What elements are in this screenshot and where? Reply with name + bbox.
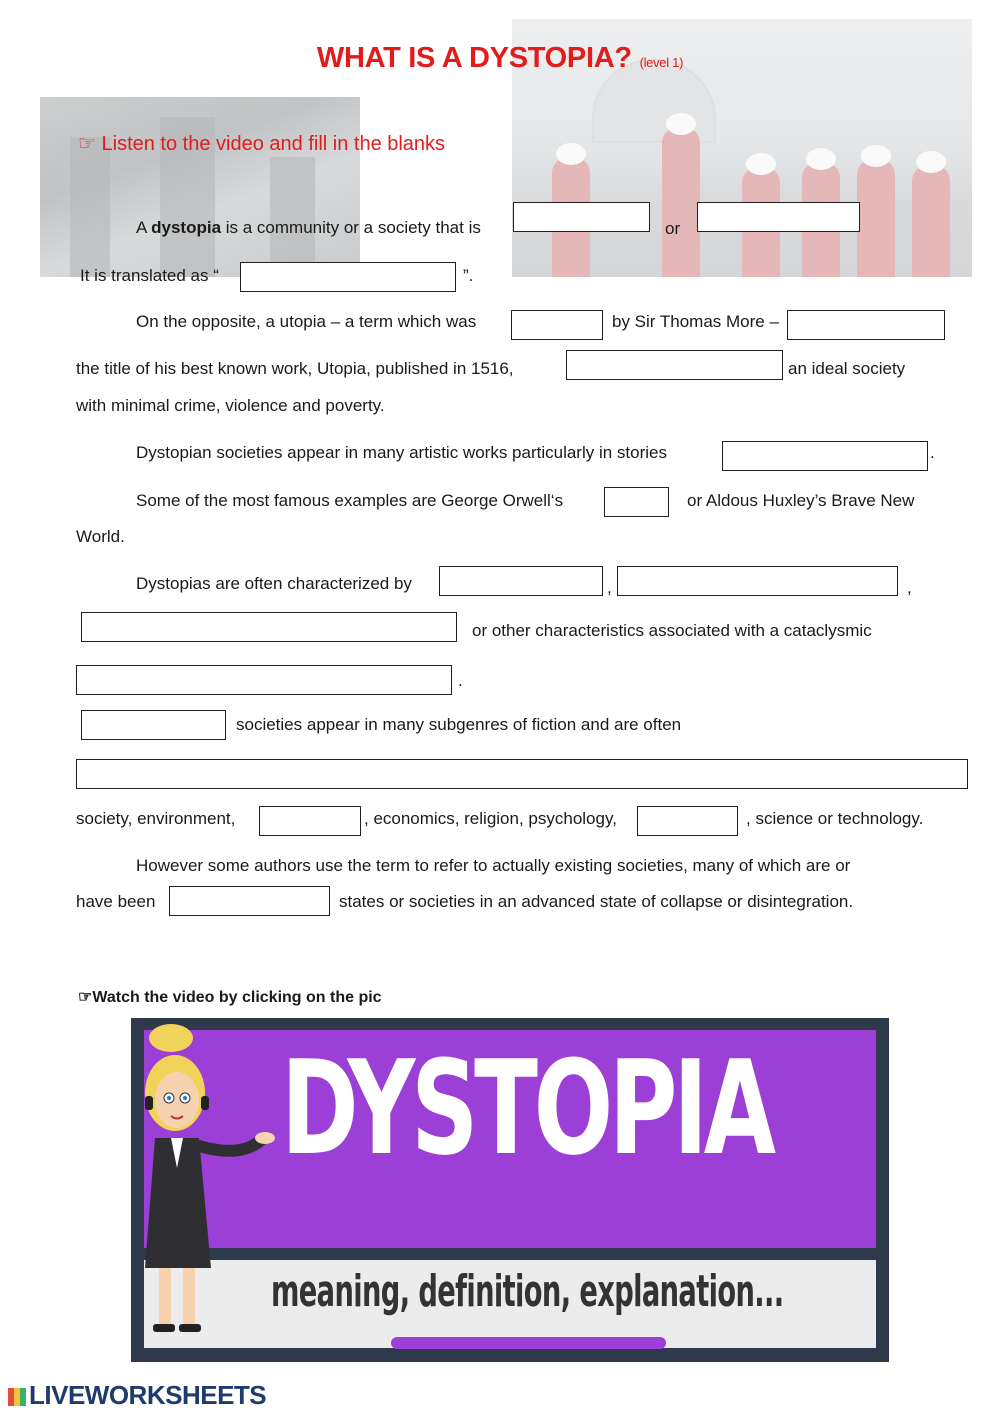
text-fragment: . [458, 671, 463, 690]
text-fragment: Some of the most famous examples are George Orwell‘s [136, 491, 564, 510]
video-thumbnail[interactable] [131, 1018, 889, 1362]
text-fragment: or [665, 219, 681, 238]
text-fragment: On the opposite, a utopia – a term which was [136, 312, 477, 331]
instruction [78, 131, 445, 156]
title-level: (level 1) [639, 55, 684, 70]
title-main: WHAT IS A DYSTOPIA? [316, 42, 632, 74]
text-fragment: Dystopian societies appear in many artistic works particularly in stories [136, 443, 667, 462]
text-fragment: , [907, 578, 912, 597]
presenter-character-icon [131, 1018, 281, 1338]
liveworksheets-logo [8, 1380, 266, 1411]
logo-text: LIVEWORKSHEETS [29, 1380, 267, 1410]
text-fragment: , science or technology. [746, 809, 924, 828]
watch-video-text: Watch the video by clicking on the pic [92, 989, 382, 1006]
blank-input[interactable] [604, 487, 669, 517]
text-fragment: It is translated as “ [80, 266, 219, 285]
text-fragment: the title of his best known work, Utopia, published in 1516, [76, 359, 514, 378]
text-fragment: , [607, 578, 612, 597]
text-fragment: or other characteristics associated with a cataclysmic [472, 621, 872, 640]
paragraph-line [136, 218, 481, 238]
text-fragment: an ideal society [788, 359, 906, 378]
city-ruins-photo [40, 97, 360, 277]
video-progress-bar [391, 1337, 666, 1349]
logo-blocks-icon [8, 1388, 26, 1406]
text-fragment: by Sir Thomas More – [612, 312, 779, 331]
page-title [0, 42, 1000, 75]
instruction-text: Listen to the video and fill in the blanks [101, 133, 446, 155]
text-fragment: society, environment, [76, 809, 236, 828]
video-subtitle: meaning, definition, explanation... [271, 1266, 784, 1317]
blank-input[interactable] [513, 202, 650, 232]
text-fragment: have been [76, 892, 156, 911]
blank-input[interactable] [722, 441, 928, 471]
text-fragment: However some authors use the term to refer to actually existing societies, many of which are or [136, 856, 851, 875]
text-fragment: states or societies in an advanced state of collapse or disintegration. [339, 892, 854, 911]
text-fragment: World. [76, 527, 125, 546]
blank-input[interactable] [697, 202, 860, 232]
blank-input[interactable] [259, 806, 361, 836]
blank-input[interactable] [81, 710, 226, 740]
blank-input[interactable] [439, 566, 603, 596]
blank-input[interactable] [511, 310, 603, 340]
watch-video-label [78, 987, 382, 1007]
text-fragment: ”. [463, 266, 474, 285]
blank-input[interactable] [566, 350, 783, 380]
text-fragment: . [930, 443, 935, 462]
keyword-dystopia: dystopia [151, 218, 222, 237]
video-headline: DYSTOPIA [281, 1032, 772, 1184]
pointing-hand-icon: ☞ [78, 133, 96, 155]
blank-input[interactable] [81, 612, 457, 642]
blank-input[interactable] [787, 310, 945, 340]
blank-input[interactable] [76, 759, 968, 789]
blank-input[interactable] [637, 806, 738, 836]
text-fragment: is a community or a society that is [221, 218, 481, 237]
text-fragment: Dystopias are often characterized by [136, 574, 412, 593]
text-fragment: societies appear in many subgenres of fiction and are often [236, 715, 682, 734]
text-fragment: with minimal crime, violence and poverty. [76, 396, 385, 415]
blank-input[interactable] [169, 886, 330, 916]
text-fragment: or Aldous Huxley’s Brave New [687, 491, 915, 510]
text-fragment: , economics, religion, psychology, [364, 809, 617, 828]
pointing-hand-icon: ☞ [78, 989, 93, 1006]
text-fragment: A [136, 218, 152, 237]
blank-input[interactable] [617, 566, 898, 596]
blank-input[interactable] [76, 665, 452, 695]
blank-input[interactable] [240, 262, 456, 292]
